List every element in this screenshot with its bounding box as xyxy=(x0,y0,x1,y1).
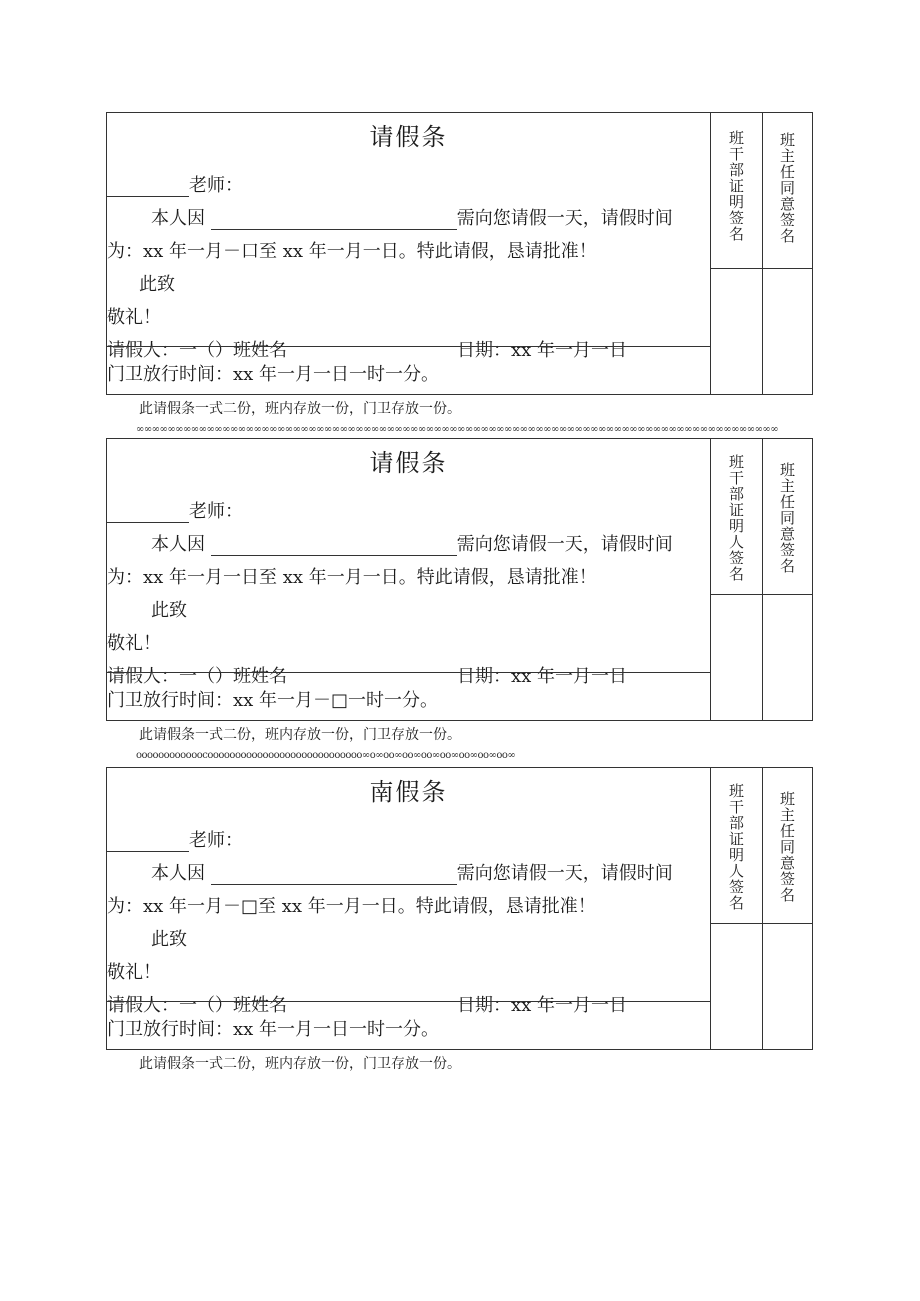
class-cadre-signature-column xyxy=(710,768,762,1049)
gate-release-row xyxy=(107,1001,710,1049)
slip-body xyxy=(107,768,710,1016)
slip-body xyxy=(107,439,710,687)
period-line: 为：xx 年一月一日至 xx 年一月一日。特此请假，恳请批准！ xyxy=(107,567,597,588)
period-line: 为：xx 年一月－□至 xx 年一月一日。特此请假，恳请批准！ xyxy=(107,896,596,917)
signature-line: 请假人：一（）班姓名 xyxy=(107,340,287,361)
greeting-line-2: 敬礼！ xyxy=(107,962,161,983)
class-cadre-signature-column xyxy=(710,439,762,720)
reason-blank[interactable] xyxy=(211,884,457,885)
class-cadre-signature-label: 班干部证明人签名 xyxy=(728,784,744,912)
head-teacher-signature-column xyxy=(762,113,812,394)
slip-title: 南假条 xyxy=(369,778,448,806)
teacher-line xyxy=(107,171,243,197)
leave-slip-1 xyxy=(106,112,813,395)
head-teacher-signature-label: 班主任同意签名 xyxy=(780,463,796,575)
greeting-line-1: 此致 xyxy=(151,929,187,950)
signature-line: 请假人：一（）班姓名 xyxy=(107,666,287,687)
slip-body xyxy=(107,113,710,361)
teacher-line xyxy=(107,497,243,523)
gate-release-row xyxy=(107,672,710,720)
reason-prefix: 本人因 xyxy=(151,208,205,229)
greeting-line-1: 此致 xyxy=(139,274,175,295)
head-teacher-signature-label: 班主任同意签名 xyxy=(780,792,796,904)
teacher-suffix: 老师： xyxy=(189,501,243,522)
gate-release-text: 门卫放行时间：xx 年一月一日一时一分。 xyxy=(107,364,440,385)
slip-note: 此请假条一式二份，班内存放一份，门卫存放一份。 xyxy=(139,1056,461,1072)
slip-note: 此请假条一式二份，班内存放一份，门卫存放一份。 xyxy=(139,727,461,743)
reason-blank[interactable] xyxy=(211,229,457,230)
slip-title: 请假条 xyxy=(369,123,448,151)
reason-line xyxy=(151,204,673,230)
reason-line xyxy=(151,530,673,556)
reason-suffix: 需向您请假一天，请假时间 xyxy=(456,534,673,555)
reason-prefix: 本人因 xyxy=(151,534,205,555)
teacher-name-blank[interactable] xyxy=(107,196,189,197)
head-teacher-signature-column xyxy=(762,439,812,720)
greeting-line-2: 敬礼！ xyxy=(107,307,161,328)
teacher-name-blank[interactable] xyxy=(107,851,189,852)
slip-note: 此请假条一式二份，班内存放一份，门卫存放一份。 xyxy=(139,401,461,417)
signature-line: 请假人：一（）班姓名 xyxy=(107,995,287,1016)
slip-title: 请假条 xyxy=(369,449,448,477)
reason-line xyxy=(151,859,673,885)
teacher-suffix: 老师： xyxy=(189,830,243,851)
head-teacher-signature-label: 班主任同意签名 xyxy=(780,133,796,245)
cut-separator: oooooooooooocoooooooooooooooooooooooooooo∞o∞oo∞oo∞oo∞oo∞oo∞oo∞oo∞ xyxy=(136,750,516,761)
teacher-suffix: 老师： xyxy=(189,175,243,196)
date-line: 日期：xx 年一月一日 xyxy=(457,995,628,1016)
gate-release-text: 门卫放行时间：xx 年一月一日一时一分。 xyxy=(107,1019,440,1040)
leave-slip-2 xyxy=(106,438,813,721)
greeting-line-1: 此致 xyxy=(151,600,187,621)
reason-blank[interactable] xyxy=(211,555,457,556)
reason-prefix: 本人因 xyxy=(151,863,205,884)
reason-suffix: 需向您请假一天，请假时间 xyxy=(456,208,673,229)
reason-suffix: 需向您请假一天，请假时间 xyxy=(456,863,673,884)
class-cadre-signature-label: 班干部证明人签名 xyxy=(728,455,744,583)
cut-separator: ∞∞∞∞∞∞∞∞∞∞∞∞∞∞∞∞∞∞∞∞∞∞∞∞∞∞∞∞∞∞∞∞∞∞∞∞∞∞∞∞∞∞∞∞∞∞∞∞∞∞∞∞∞∞∞∞∞∞∞∞∞∞∞∞∞∞∞∞∞∞∞∞∞∞∞∞∞∞∞∞∞∞ xyxy=(136,424,779,435)
greeting-line-2: 敬礼！ xyxy=(107,633,161,654)
date-line: 日期：xx 年一月一日 xyxy=(457,340,628,361)
head-teacher-signature-column xyxy=(762,768,812,1049)
teacher-line xyxy=(107,826,243,852)
leave-slip-3 xyxy=(106,767,813,1050)
gate-release-row xyxy=(107,346,710,394)
gate-release-text: 门卫放行时间：xx 年一月－□一时一分。 xyxy=(107,690,439,711)
class-cadre-signature-label: 班干部证明签名 xyxy=(728,131,744,243)
teacher-name-blank[interactable] xyxy=(107,522,189,523)
date-line: 日期：xx 年一月一日 xyxy=(457,666,628,687)
class-cadre-signature-column xyxy=(710,113,762,394)
period-line: 为：xx 年一月－口至 xx 年一月一日。特此请假，恳请批准！ xyxy=(107,241,597,262)
